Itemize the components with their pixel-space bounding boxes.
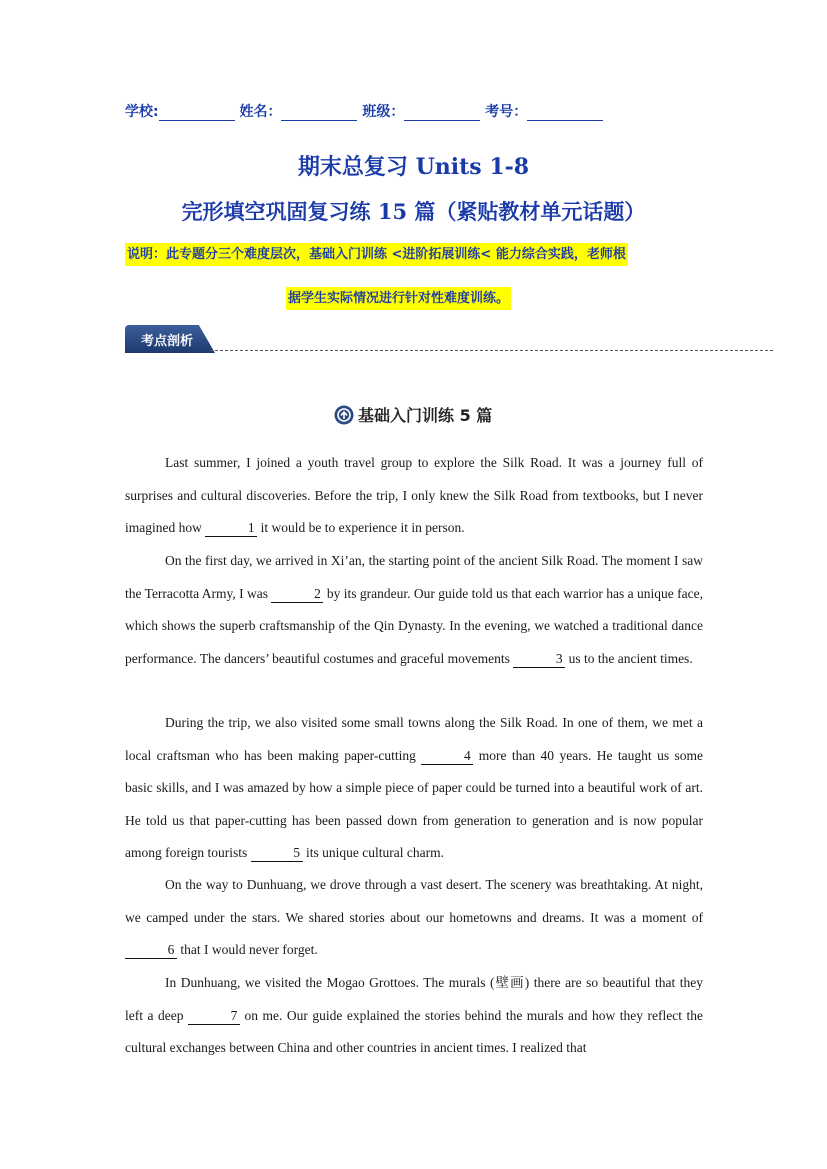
- section-divider: [210, 350, 773, 351]
- name-field[interactable]: [281, 106, 357, 121]
- class-label: 班级：: [362, 104, 405, 120]
- school-label: 学校:: [125, 104, 159, 120]
- exam-number-label: 考号：: [485, 104, 528, 120]
- blank-6[interactable]: 6: [125, 942, 177, 959]
- sub-heading: [334, 403, 492, 426]
- blank-5[interactable]: 5: [251, 845, 303, 862]
- blank-2[interactable]: 2: [271, 586, 323, 603]
- blank-4[interactable]: 4: [421, 748, 473, 765]
- blank-3[interactable]: 3: [513, 651, 565, 668]
- section-badge-icon: [334, 405, 354, 425]
- page-subtitle: 完形填空巩固复习练 15 篇（紧贴教材单元话题）: [181, 199, 646, 224]
- passage-paragraph-2: On the first day, we arrived in Xi’an, the starting point of the ancient Silk Road. The moment I saw the Terracotta Army, I was 2 by its grandeur. Our guide told us that each warrior has a unique face, which shows the superb craftsmanship of the Qin Dynasty. In the evening, we watched a traditional dance performance. The dancers’ beautiful costumes and graceful movements 3 us to the ancient times.: [125, 553, 703, 666]
- sub-heading-text: 基础入门训练 5 篇: [358, 406, 493, 425]
- student-info-line: [125, 101, 603, 121]
- school-field[interactable]: [159, 106, 235, 121]
- instruction-note-line-2: 据学生实际情况进行针对性难度训练。: [286, 287, 511, 306]
- page-title: 期末总复习 Units 1-8: [297, 154, 530, 180]
- instruction-note-line-1: 说明：此专题分三个难度层次，基础入门训练 <进阶拓展训练< 能力综合实践，老师根: [125, 243, 628, 262]
- name-label: 姓名：: [239, 104, 282, 120]
- passage-paragraph-4: On the way to Dunhuang, we drove through a vast desert. The scenery was breathtaking. At night, we camped under the stars. We shared stories about our hometowns and dreams. It was a moment of 6 that I would never forget.: [125, 877, 703, 958]
- class-field[interactable]: [404, 106, 480, 121]
- passage-paragraph-3: During the trip, we also visited some small towns along the Silk Road. In one of them, we met a local craftsman who has been making paper-cutting 4 more than 40 years. He taught us some basic skills, and I was amazed by how a simple piece of paper could be turned into a beautiful work of art. He told us that paper-cutting has been passed down from generation to generation and is now popular among foreign tourists 5 its unique cultural charm.: [125, 715, 703, 861]
- section-tab-label: 考点剖析: [141, 334, 194, 349]
- passage-paragraph-5: In Dunhuang, we visited the Mogao Grottoes. The murals (壁画) there are so beautiful that they left a deep 7 on me. Our guide explained the stories behind the murals and how they reflect the cultural exchanges between China and other countries in ancient times. I realized that: [125, 975, 704, 1056]
- passage-paragraph-1: Last summer, I joined a youth travel group to explore the Silk Road. It was a journey full of surprises and cultural discoveries. Before the trip, I only knew the Silk Road from textbooks, but I never imagined how 1 it would be to experience it in person.: [125, 455, 703, 536]
- blank-1[interactable]: 1: [205, 520, 257, 537]
- exam-number-field[interactable]: [527, 106, 603, 121]
- blank-7[interactable]: 7: [188, 1008, 240, 1025]
